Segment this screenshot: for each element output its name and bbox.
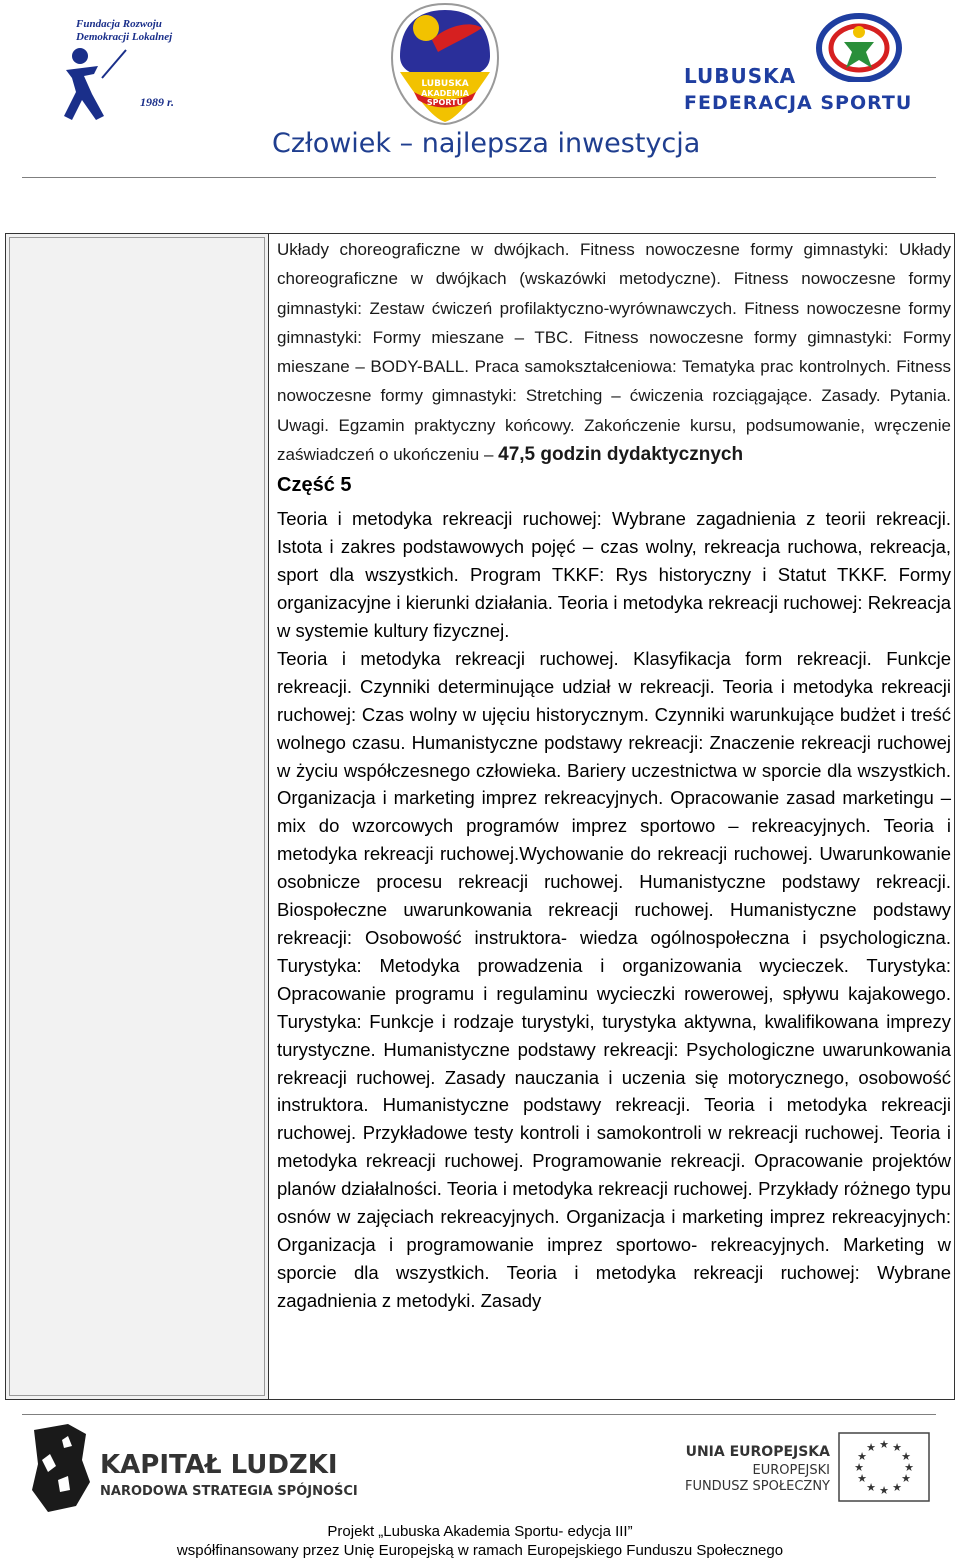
federacja-emblem-icon	[814, 12, 904, 82]
eu-flag-icon	[838, 1432, 930, 1502]
lubuska-federacja-sportu-logo	[680, 12, 920, 117]
project-name: Projekt „Lubuska Akademia Sportu- edycja III”	[327, 1523, 633, 1540]
svg-text:★: ★	[901, 1450, 911, 1463]
kapital-ludzki-logo	[28, 1418, 368, 1518]
fundacja-name-line1: Fundacja Rozwoju	[76, 18, 162, 30]
page-header	[0, 0, 960, 180]
fundacja-year: 1989 r.	[140, 95, 175, 109]
eu-line-1: UNIA EUROPEJSKA	[685, 1444, 830, 1460]
svg-text:★: ★	[857, 1450, 867, 1463]
lfs-name-line2: FEDERACJA SPORTU	[684, 92, 913, 114]
las-text-3: SPORTU	[426, 98, 464, 107]
svg-text:★: ★	[866, 1481, 876, 1494]
svg-text:★: ★	[854, 1461, 864, 1474]
fundacja-name-line2: Demokracji Lokalnej	[76, 31, 173, 43]
cofinancing-note: współfinansowany przez Unię Europejską w ramach Europejskiego Funduszu Społecznego	[176, 1542, 784, 1559]
las-text-2: AKADEMIA	[421, 89, 469, 98]
syllabus-paragraph-3: Teoria i metodyka rekreacji ruchowej. Klasyfikacja form rekreacji. Funkcje rekreacji. Czynniki determinujące udział w rekreacji. Teoria i metodyka rekreacji ruchowej: Czas wolny w ujęciu historycznym. Czynniki warunkujące budżet i treść wolnego czasu. Humanistyczne podstawy rekreacji: Znaczenie rekreacji ruchowej w życiu współczesnego człowieka. Bariery uczestnictwa w sporcie dla wszystkich. Organizacja i marketing imprez rekreacyjnych. Opracowanie zasad marketingu – mix do wzorcowych programów imprez sportowo – rekreacyjnych. Teoria i metodyka rekreacji ruchowej.Wychowanie do rekreacji ruchowej. Uwarunkowanie osobnicze procesu rekreacji ruchowej. Humanistyczne podstawy rekreacji. Biospołeczne uwarunkowania rekreacji ruchowej. Humanistyczne podstawy rekreacji: Osobowość instruktora- wiedza ogólnospołeczna i psychologiczna. Turystyka: Metodyka prowadzenia i organizowania wycieczek. Turystyka: Opracowanie programu i regulaminu wycieczki rowerowej, spływu kajakowego. Turystyka: Funkcje i rodzaje turystyki, turystyka aktywna, kwalifikowana imprezy turystyczne. Humanistyczne podstawy rekreacji: Psychologiczne uwarunkowania rekreacji ruchowej. Zasady nauczania i uczenia się motorycznego, osobowość instruktora. Humanistyczne podstawy rekreacji. Teoria i metodyka rekreacji ruchowej. Przykładowe testy kontroli i samokontroli w rekreacji ruchowej. Teoria i metodyka rekreacji ruchowej. Programowanie rekreacji. Opracowanie projektów planów działalności. Teoria i metodyka rekreacji ruchowej. Przykłady różnego typu osnów w zajęciach rekreacyjnych. Organizacja i marketing imprez rekreacyjnych: Organizacja i programowanie imprez sportowo- rekreacyjnych. Marketing w sporcie dla wszystkich. Teoria i metodyka rekreacji ruchowej: Wybrane zagadnienia z metodyki. Zasady	[277, 647, 951, 1311]
svg-text:★: ★	[892, 1481, 902, 1494]
svg-text:★: ★	[857, 1472, 867, 1485]
lfs-name-line1: LUBUSKA	[684, 64, 797, 88]
svg-text:★: ★	[866, 1441, 876, 1454]
svg-text:★: ★	[904, 1461, 914, 1474]
table-content-cell	[277, 233, 951, 1315]
syllabus-paragraph-2: Teoria i metodyka rekreacji ruchowej: Wybrane zagadnienia z teorii rekreacji. Istota i zakres podstawowych pojęć – czas wolny, rekreacja ruchowa, rekreacja, sport dla wszystkich. Program TKKF: Rys historyczny i Statut TKKF. Formy organizacyjne i kierunki działania. Teoria i metodyka rekreacji ruchowej: Rekreacja w systemie kultury fizycznej.	[277, 508, 951, 641]
eu-line-2: EUROPEJSKI	[752, 1463, 830, 1478]
table-left-cell	[6, 234, 269, 1399]
las-text-1: LUBUSKA	[421, 79, 469, 89]
runner-figure-icon	[58, 44, 128, 124]
hours-total: 47,5 godzin dydaktycznych	[498, 444, 744, 466]
paragraph-1-text: Układy choreograficzne w dwójkach. Fitness nowoczesne formy gimnastyki: Układy choreograficzne w dwójkach (wskazówki metodyczne). Fitness nowoczesne formy gimnastyki: Zestaw ćwiczeń profilaktyczno-wyrównawczych. Fitness nowoczesne formy gimnastyki: Formy mieszane – TBC. Fitness nowoczesne formy gimnastyki: Formy mieszane – BODY-BALL. Praca samokształceniowa: Tematyka prac kontrolnych. Fitness nowoczesne formy gimnastyki: Stretching – ćwiczenia rozciągające. Zasady. Pytania. Uwagi. Egzamin praktyczny końcowy. Zakończenie kursu, podsumowanie, wręczenie zaświadczeń o ukończeniu –	[277, 240, 951, 465]
eu-logo	[650, 1432, 940, 1522]
part-heading: Część 5	[277, 474, 352, 497]
svg-text:★: ★	[901, 1472, 911, 1485]
svg-text:★: ★	[879, 1484, 889, 1497]
footer-divider	[22, 1414, 936, 1415]
header-divider	[22, 177, 936, 178]
kl-subtitle: NARODOWA STRATEGIA SPÓJNOŚCI	[100, 1484, 358, 1499]
tagline: Człowiek – najlepsza inwestycja	[272, 128, 701, 159]
fundacja-logo	[58, 10, 188, 115]
svg-text:★: ★	[879, 1438, 889, 1451]
syllabus-paragraph-1	[277, 235, 951, 469]
lubuska-akademia-sportu-logo	[386, 0, 504, 128]
poland-map-icon	[28, 1420, 92, 1516]
svg-text:★: ★	[892, 1441, 902, 1454]
kl-name: KAPITAŁ LUDZKI	[100, 1450, 338, 1480]
eu-line-3: FUNDUSZ SPOŁECZNY	[684, 1479, 830, 1494]
